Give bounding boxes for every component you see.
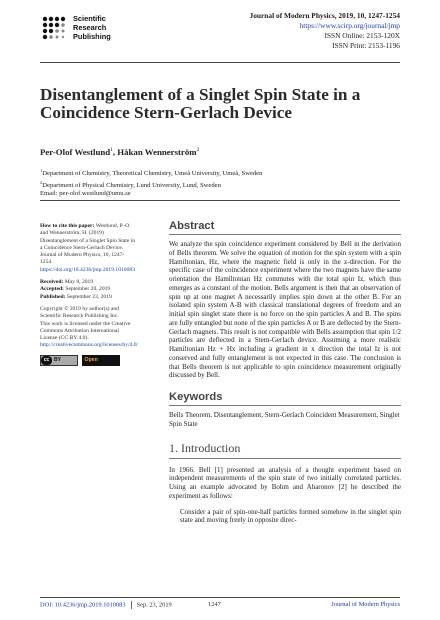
affiliation-line: $^2$Department of Physical Chemistry, Lund University, Lund, Sweden: [40, 179, 221, 189]
issn-online: ISSN Online: 2153-120X: [324, 31, 400, 40]
cite-doi-link[interactable]: https://doi.org/10.4236/jmp.2019.1010083: [40, 266, 135, 273]
author-affil-marker: 1: [110, 147, 113, 154]
footer-doi-link[interactable]: DOI: 10.4236/jmp.2019.1010083: [40, 601, 126, 609]
author-name: Per-Olof Westlund: [40, 147, 111, 157]
keywords-heading: Keywords: [169, 391, 401, 406]
author-name: Håkan Wennerström: [117, 147, 197, 157]
article-info-sidebar: [40, 223, 139, 367]
block-quote: Consider a pair of spin-one-half particles formed somehow in the singlet spin state and moving freely in opposite direc-: [180, 507, 401, 525]
footer-journal-name[interactable]: Journal of Modern Physics: [331, 601, 400, 608]
accepted-date: September 20, 2019: [65, 286, 111, 293]
copyright-notice: Copyright © 2019 by author(s) and Scientific Research Publishing Inc. This work is licensed under the Creative Commons Attribution International License (CC BY 4.0). http://creativecommons.org/licenses/by/4.0/: [40, 305, 139, 349]
main-column: [169, 220, 401, 525]
title-divider: [40, 200, 400, 201]
cite-text: Westlund, P.-O. and Wennerström, H. (2019) Disentanglement of a Singlet Spin State in a Coincidence Stern-Gerlach Device. Journal of Modern Physics, 10, 1247-1254.: [40, 223, 136, 266]
scirp-logo-icon: [40, 14, 70, 44]
journal-url-link[interactable]: https://www.scirp.org/journal/jmp: [299, 21, 400, 30]
introduction-heading: 1. Introduction: [169, 441, 401, 459]
footer-left: [40, 601, 172, 609]
issn-print: ISSN Print: 2153-1196: [332, 41, 400, 50]
page-number: 1247: [208, 601, 221, 608]
header-divider: [40, 62, 400, 63]
publisher-name: Scientific Research Publishing: [73, 14, 111, 41]
affiliations: [40, 167, 410, 199]
journal-meta: [250, 11, 400, 51]
author-separator: ,: [112, 147, 118, 157]
license-badges: [40, 355, 136, 367]
how-to-cite: [40, 223, 136, 274]
article-dates: Received: May 8, 2019 Accepted: September 20, 2019 Published: September 23, 2019: [40, 279, 112, 300]
cc-by-license-icon[interactable]: cc BY: [40, 355, 78, 366]
affiliation-line: $^1$Department of Chemistry, Theoretical Chemistry, Umeå University, Umeå, Sweden: [40, 168, 263, 178]
license-url-link[interactable]: http://creativecommons.org/licenses/by/4.0/: [40, 342, 139, 349]
footer-date: Sep. 23, 2019: [136, 601, 172, 609]
footer-divider: [40, 597, 400, 598]
journal-citation: Journal of Modern Physics, 2019, 10, 1247-1254: [249, 11, 400, 20]
author-email[interactable]: Email: per-olof.westlund@umu.se: [40, 190, 131, 198]
open-access-icon[interactable]: Open Access: [82, 355, 120, 366]
author-affil-marker: 2: [196, 147, 200, 154]
published-date: September 23, 2019: [66, 293, 112, 300]
received-date: May 8, 2019: [64, 279, 94, 286]
publisher-logo[interactable]: [40, 12, 158, 58]
abstract-heading: Abstract: [169, 220, 401, 235]
abstract-body: We analyze the spin coincidence experiment considered by Bell in the derivation of Bells theorem. We solve the equation of motion for the spin system with a spin Hamiltonian, Hz, where the magnetic field is only in the z-direction. For the specific case of the coincidence experiment where the two magnets have the same orientation the Hamiltonian Hz commutes with the total spin Iz, which thus emerges as a constant of the motion. Bells argument is then that an observation of spin up at one magnet A necessarily implies spin down at the other B. For an isolated spin system A-B with classical translational degrees of freedom and an initial spin singlet state there is no force on the spin particles A and B. The spins are fully entangled but none of the spin particles A or B are deflected by the Stern-Gerlach magnets. This result is not compatible with Bells assumption that spin 1/2 particles are deflected in a Stern-Gerlach device. Assuming a more realistic Hamiltonian Hz + Hx including a gradient in x direction the total Iz is not conserved and fully entanglement is not expected in this case. The conclusion is that Bells theorem is not applicable to spin coincidence measurement originally discussed by Bell.: [169, 240, 401, 380]
paper-title: Disentanglement of a Singlet Spin State in a Coincidence Stern-Gerlach Device: [40, 85, 361, 122]
cite-label: How to cite this paper:: [40, 223, 95, 229]
introduction-paragraph: In 1966. Bell [1] presented an analysis of a thought experiment based on independent measurements of the spin state of two initially correlated particles. Using an example advocated by Bohm and Aharonov [2] he described the experiment as follows:: [169, 465, 401, 500]
author-list: [40, 147, 199, 157]
keywords-list: Bells Theorem, Disentanglement, Stern-Gerlach Coincident Measurement, Singlet Spin State: [169, 411, 400, 428]
introduction-section: [169, 441, 401, 526]
keywords-section: [169, 391, 401, 429]
